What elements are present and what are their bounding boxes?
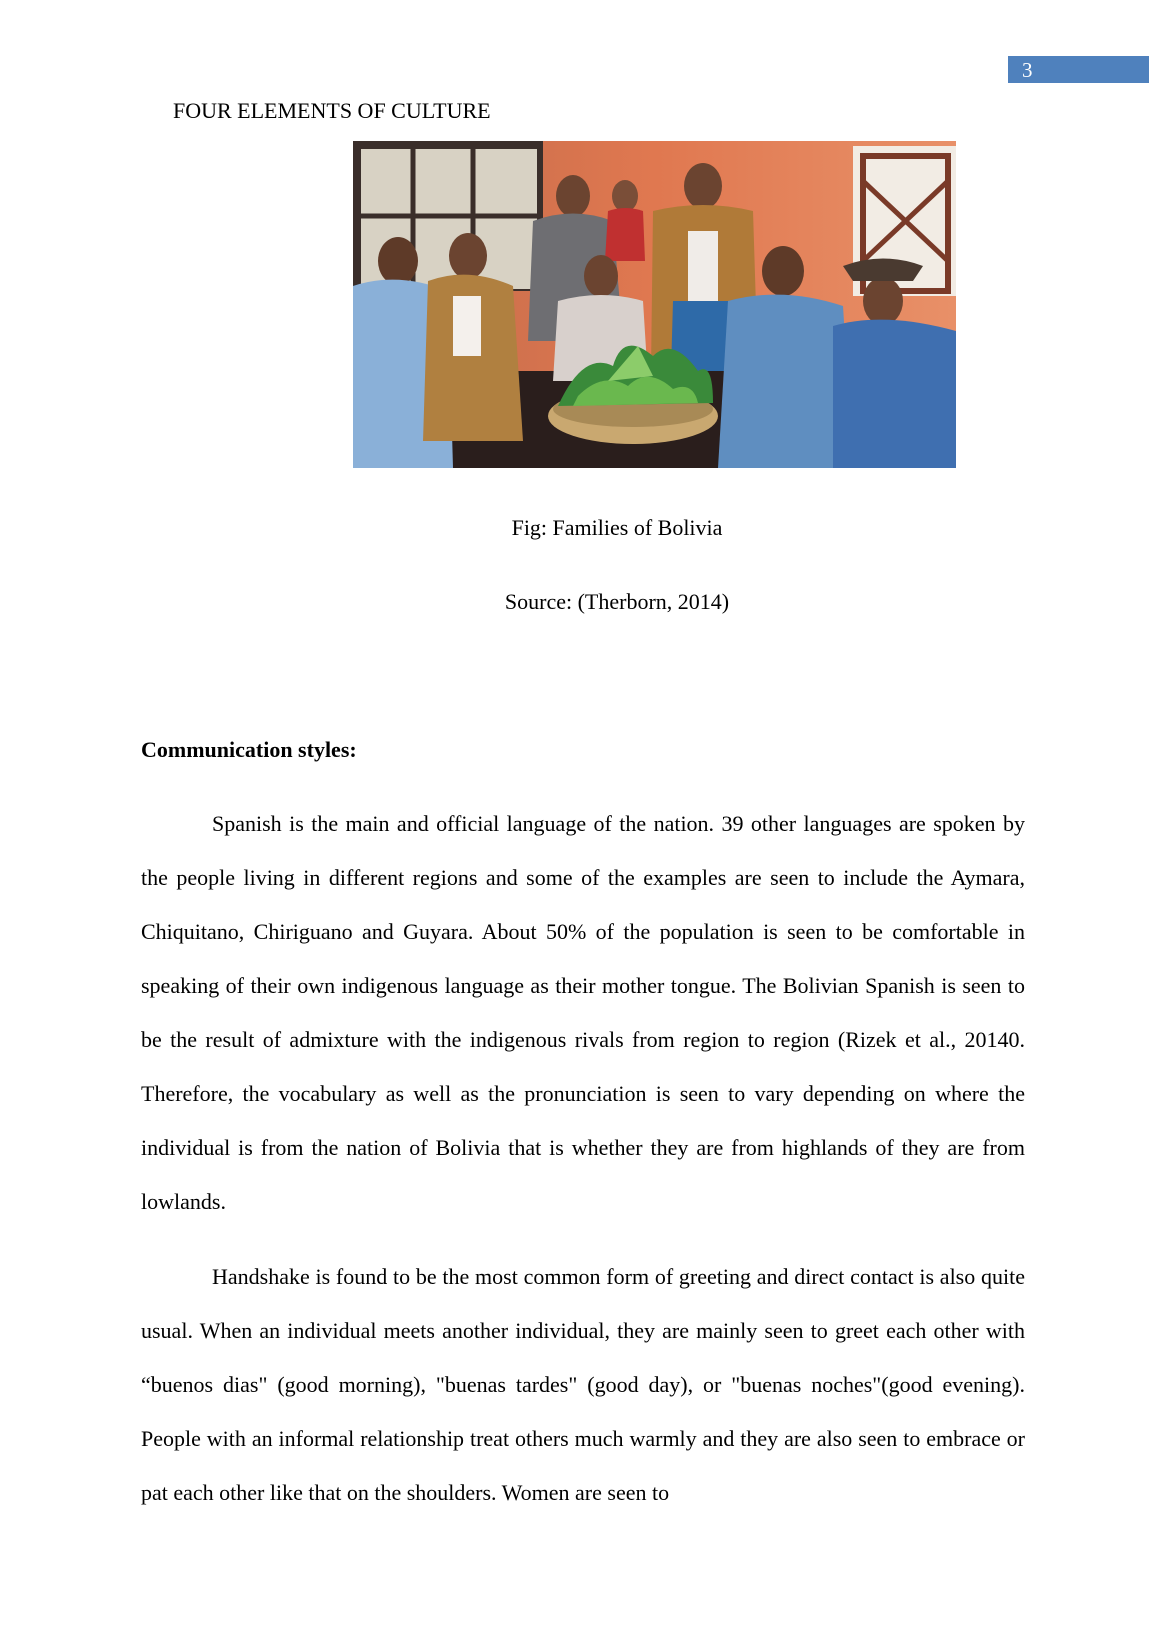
- page-number: 3: [1022, 58, 1033, 82]
- figure-caption: Fig: Families of Bolivia: [511, 515, 723, 540]
- families-photo: [353, 141, 956, 468]
- page-number-badge: [1008, 56, 1149, 83]
- section-heading: Communication styles:: [141, 737, 357, 762]
- paragraph-languages: Spanish is the main and official language of the nation. 39 other languages are spoken by the people living in different regions and some of the examples are seen to include the Aymara, Chiquitano, Chiriguano and Guyara. About 50% of the population is seen to be comfortable in speaking of their own indigenous language as their mother tongue. The Bolivian Spanish is seen to be the result of admixture with the indigenous rivals from region to region (Rizek et al., 20140. Therefore, the vocabulary as well as the pronunciation is seen to vary depending on where the individual is from the nation of Bolivia that is whether they are from highlands of they are from lowlands.: [141, 811, 1025, 1214]
- figure-source: Source: (Therborn, 2014): [504, 589, 730, 614]
- running-head: FOUR ELEMENTS OF CULTURE: [173, 98, 491, 123]
- paragraph-greetings: Handshake is found to be the most common form of greeting and direct contact is also quite usual. When an individual meets another individual, they are mainly seen to greet each other with “buenos dias" (good morning), "buenas tardes" (good day), or "buenas noches"(good evening). People with an informal relationship treat others much warmly and they are also seen to embrace or pat each other like that on the shoulders. Women are seen to: [141, 1264, 1025, 1505]
